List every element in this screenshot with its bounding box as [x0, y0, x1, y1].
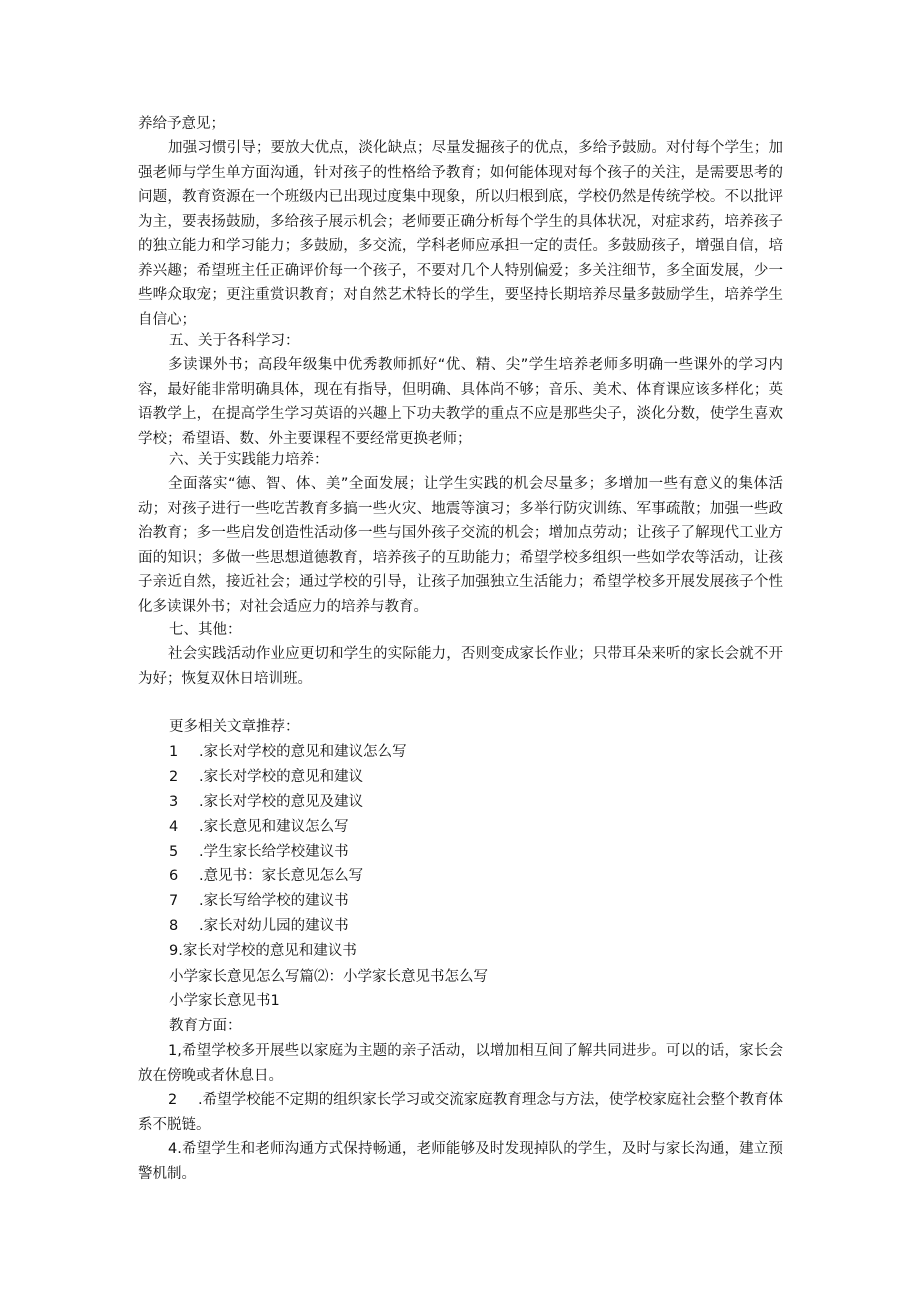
- list-item-link[interactable]: .家长对学校的意见和建议: [199, 769, 364, 785]
- list-item-number: 8: [169, 918, 179, 934]
- list-item[interactable]: [169, 765, 363, 790]
- intro-tail: 养给予意见；: [138, 116, 225, 132]
- education-item-2-number: 2: [168, 1092, 178, 1108]
- paragraph-practice: 全面落实“德、智、体、美”全面发展；让学生实践的机会尽量多；多增加一些有意义的集体活动；对孩子进行一些吃苦教育多搞一些火灾、地震等演习；多举行防灾训练、军事疏散；加强一些政治教育；多一些启发创造性活动侈一些与国外孩子交流的机会；增加点劳动；让孩子了解现代工业方面的知识；多做一些思想道德教育，培养孩子的互助能力；希望学校多组织一些如学农等活动，让孩子亲近自然，接近社会；通过学校的引导，让孩子加强独立生活能力；希望学校多开展发展孩子个性化多读课外书；对社会适应力的培养与教育。: [138, 476, 783, 615]
- list-item-number: 2: [169, 769, 179, 785]
- list-item-9-link[interactable]: 9.家长对学校的意见和建议书: [169, 943, 357, 959]
- list-item[interactable]: [169, 740, 407, 765]
- list-item-link[interactable]: .家长写给学校的建议书: [199, 893, 349, 909]
- heading-study: 五、关于各科学习：: [169, 333, 300, 349]
- list-item-link[interactable]: .家长对学校的意见和建议怎么写: [199, 744, 407, 760]
- heading-other: 七、其他：: [169, 622, 242, 638]
- list-item-number: 6: [169, 868, 179, 884]
- list-item-link[interactable]: .家长对学校的意见及建议: [199, 794, 364, 810]
- list-item-link[interactable]: .学生家长给学校建议书: [199, 844, 349, 860]
- education-item-2: [138, 1088, 783, 1137]
- list-item-link[interactable]: .家长意见和建议怎么写: [199, 819, 349, 835]
- list-item-number: 1: [169, 744, 179, 760]
- more-articles-title: 更多相关文章推荐：: [169, 719, 300, 735]
- paragraph-habits: 加强习惯引导；要放大优点，淡化缺点；尽量发掘孩子的优点，多给予鼓励。对付每个学生；加强老师与学生单方面沟通，针对孩子的性格给予教育；如何能体现对每个孩子的关注，是需要思考的问题，教育资源在一个班级内已出现过度集中现象，所以归根到底，学校仍然是传统学校。不以批评为主，要表扬鼓励，多给孩子展示机会；老师要正确分析每个学生的具体状况，对症求药，培养孩子的独立能力和学习能力；多鼓励，多交流，学科老师应承担一定的责任。多鼓励孩子，增强自信，培养兴趣；希望班主任正确评价每一个孩子，不要对几个人特别偏爱；多关注细节，多全面发展，少一些哗众取宠；更注重赏识教育；对自然艺术特长的学生，要坚持长期培养尽量多鼓励学生，培养学生自信心；: [138, 140, 783, 328]
- list-item[interactable]: [169, 864, 363, 889]
- paragraph-other: 社会实践活动作业应更切和学生的实际能力，否则变成家长作业；只带耳朵来听的家长会就不开为好；恢复双休日培训班。: [138, 646, 783, 687]
- list-item-number: 3: [169, 794, 179, 810]
- education-item-2-text: .希望学校能不定期的组织家长学习或交流家庭教育理念与方法，使学校家庭社会整个教育体系不脱链。: [138, 1092, 783, 1133]
- section-subtitle: 小学家长意见书1: [169, 993, 280, 1009]
- list-item-link[interactable]: .家长对幼儿园的建议书: [199, 918, 349, 934]
- list-item-number: 5: [169, 844, 179, 860]
- education-item-1: 1,希望学校多开展些以家庭为主题的亲子活动，以增加相互间了解共同进步。可以的话，家长会放在傍晚或者休息日。: [138, 1043, 783, 1084]
- list-item-number: 7: [169, 893, 179, 909]
- list-item-number: 4: [169, 819, 179, 835]
- list-item[interactable]: [169, 815, 349, 840]
- list-item-link[interactable]: .意见书：家长意见怎么写: [199, 868, 364, 884]
- list-item[interactable]: [169, 790, 363, 815]
- section-title: 小学家长意见怎么写篇⑵：小学家长意见书怎么写: [169, 969, 488, 985]
- heading-practice: 六、关于实践能力培养：: [169, 452, 329, 468]
- education-item-4: 4.希望学生和老师沟通方式保持畅通，老师能够及时发现掉队的学生，及时与家长沟通，建立预警机制。: [138, 1141, 783, 1182]
- list-item[interactable]: [169, 840, 349, 865]
- education-heading: 教育方面：: [169, 1018, 242, 1034]
- paragraph-study: 多读课外书；高段年级集中优秀教师抓好“优、精、尖”学生培养老师多明确一些课外的学习内容，最好能非常明确具体，现在有指导，但明确、具体尚不够；音乐、美术、体育课应该多样化；英语教学上，在提高学生学习英语的兴趣上下功夫教学的重点不应是那些尖子，淡化分数，使学生喜欢学校；希望语、数、外主要课程不要经常更换老师；: [138, 357, 783, 447]
- list-item[interactable]: [169, 889, 349, 914]
- list-item[interactable]: [169, 914, 349, 939]
